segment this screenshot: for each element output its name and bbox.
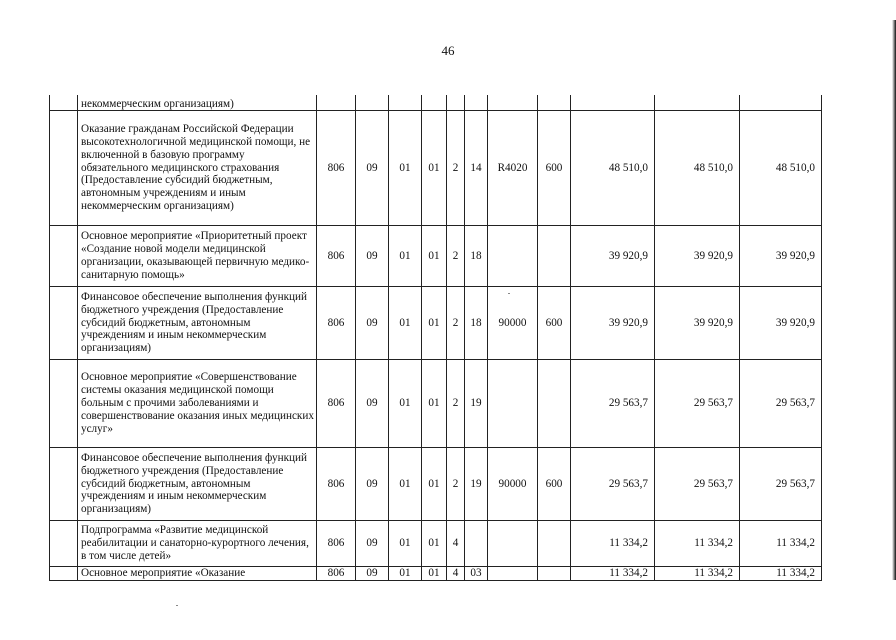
row-margin-cell bbox=[50, 360, 78, 448]
cell-amount-year2: 39 920,9 bbox=[655, 226, 740, 287]
cell-section: 09 bbox=[356, 360, 389, 448]
budget-table bbox=[49, 95, 822, 581]
cell-code: 806 bbox=[317, 287, 356, 360]
cell-amount-year1: 11 334,2 bbox=[571, 567, 655, 581]
scan-speck bbox=[508, 293, 510, 294]
cell-subsection: 01 bbox=[389, 448, 422, 521]
cell-amount-year2: 11 334,2 bbox=[655, 567, 740, 581]
cell-direction: 90000 bbox=[488, 287, 538, 360]
cell-amount-year3 bbox=[740, 95, 822, 111]
row-margin-cell bbox=[50, 521, 78, 567]
cell-expense-type bbox=[538, 521, 571, 567]
row-description: Основное мероприятие «Приоритетный проект «Создание новой модели медицинской организации, оказывающей первичную медико-санитарную помощь» bbox=[78, 226, 317, 287]
row-description: Основное мероприятие «Совершенствование системы оказания медицинской помощи больным с прочими заболеваниями и совершенствование оказания иных медицинских услуг» bbox=[78, 360, 317, 448]
cell-subprogram: 2 bbox=[447, 226, 465, 287]
cell-amount-year2: 11 334,2 bbox=[655, 521, 740, 567]
cell-amount-year2: 29 563,7 bbox=[655, 360, 740, 448]
cell-program: 01 bbox=[422, 567, 447, 581]
cell-program bbox=[422, 95, 447, 111]
cell-direction bbox=[488, 226, 538, 287]
cell-activity: 18 bbox=[465, 226, 488, 287]
cell-expense-type: 600 bbox=[538, 448, 571, 521]
cell-subprogram: 2 bbox=[447, 448, 465, 521]
cell-expense-type bbox=[538, 95, 571, 111]
page-number: 46 bbox=[441, 43, 455, 58]
cell-section: 09 bbox=[356, 111, 389, 226]
cell-expense-type bbox=[538, 360, 571, 448]
cell-program: 01 bbox=[422, 226, 447, 287]
cell-amount-year1: 29 563,7 bbox=[571, 448, 655, 521]
row-margin-cell bbox=[50, 226, 78, 287]
cell-code: 806 bbox=[317, 360, 356, 448]
cell-direction: 90000 bbox=[488, 448, 538, 521]
cell-amount-year2 bbox=[655, 95, 740, 111]
scan-edge-shadow bbox=[892, 20, 896, 580]
cell-program: 01 bbox=[422, 521, 447, 567]
cell-amount-year3: 11 334,2 bbox=[740, 567, 822, 581]
cell-expense-type bbox=[538, 567, 571, 581]
cell-program: 01 bbox=[422, 448, 447, 521]
cell-subprogram: 2 bbox=[447, 287, 465, 360]
cell-section: 09 bbox=[356, 226, 389, 287]
cell-amount-year3: 48 510,0 bbox=[740, 111, 822, 226]
row-description: Оказание гражданам Российской Федерации высокотехнологичной медицинской помощи, не включенной в базовую программу обязательного медицинского страхования (Предоставление субсидий бюджетным, автономным учреждениям и иным некоммерческим организациям) bbox=[78, 111, 317, 226]
cell-subprogram: 2 bbox=[447, 111, 465, 226]
cell-subsection: 01 bbox=[389, 287, 422, 360]
cell-section: 09 bbox=[356, 448, 389, 521]
cell-activity bbox=[465, 95, 488, 111]
cell-amount-year3: 29 563,7 bbox=[740, 448, 822, 521]
cell-subsection bbox=[389, 95, 422, 111]
cell-activity bbox=[465, 521, 488, 567]
cell-subprogram: 2 bbox=[447, 360, 465, 448]
cell-activity: 14 bbox=[465, 111, 488, 226]
cell-amount-year3: 29 563,7 bbox=[740, 360, 822, 448]
cell-amount-year1: 48 510,0 bbox=[571, 111, 655, 226]
table-row bbox=[50, 448, 822, 521]
cell-subprogram: 4 bbox=[447, 521, 465, 567]
cell-amount-year1: 39 920,9 bbox=[571, 287, 655, 360]
table-row bbox=[50, 287, 822, 360]
cell-code: 806 bbox=[317, 226, 356, 287]
cell-expense-type: 600 bbox=[538, 111, 571, 226]
cell-subprogram bbox=[447, 95, 465, 111]
row-margin-cell bbox=[50, 287, 78, 360]
row-margin-cell bbox=[50, 95, 78, 111]
cell-code: 806 bbox=[317, 567, 356, 581]
cell-direction bbox=[488, 567, 538, 581]
cell-code bbox=[317, 95, 356, 111]
cell-activity: 19 bbox=[465, 448, 488, 521]
row-margin-cell bbox=[50, 448, 78, 521]
cell-activity: 19 bbox=[465, 360, 488, 448]
cell-direction bbox=[488, 521, 538, 567]
scan-speck bbox=[176, 605, 178, 606]
table-row bbox=[50, 521, 822, 567]
row-margin-cell bbox=[50, 567, 78, 581]
cell-expense-type: 600 bbox=[538, 287, 571, 360]
cell-activity: 18 bbox=[465, 287, 488, 360]
cell-expense-type bbox=[538, 226, 571, 287]
table-row bbox=[50, 226, 822, 287]
cell-section: 09 bbox=[356, 287, 389, 360]
cell-amount-year1 bbox=[571, 95, 655, 111]
cell-program: 01 bbox=[422, 287, 447, 360]
cell-code: 806 bbox=[317, 448, 356, 521]
cell-amount-year3: 11 334,2 bbox=[740, 521, 822, 567]
cell-amount-year2: 48 510,0 bbox=[655, 111, 740, 226]
table-row bbox=[50, 360, 822, 448]
cell-subprogram: 4 bbox=[447, 567, 465, 581]
cell-program: 01 bbox=[422, 111, 447, 226]
cell-subsection: 01 bbox=[389, 111, 422, 226]
cell-subsection: 01 bbox=[389, 360, 422, 448]
cell-amount-year2: 29 563,7 bbox=[655, 448, 740, 521]
cell-code: 806 bbox=[317, 521, 356, 567]
cell-direction bbox=[488, 360, 538, 448]
cell-amount-year3: 39 920,9 bbox=[740, 226, 822, 287]
row-description: некоммерческим организациям) bbox=[78, 95, 317, 111]
row-description: Подпрограмма «Развитие медицинской реабилитации и санаторно-курортного лечения, в том числе детей» bbox=[78, 521, 317, 567]
cell-amount-year1: 39 920,9 bbox=[571, 226, 655, 287]
row-description: Основное мероприятие «Оказание bbox=[78, 567, 317, 581]
cell-activity: 03 bbox=[465, 567, 488, 581]
cell-amount-year1: 11 334,2 bbox=[571, 521, 655, 567]
cell-subsection: 01 bbox=[389, 226, 422, 287]
cell-program: 01 bbox=[422, 360, 447, 448]
cell-amount-year1: 29 563,7 bbox=[571, 360, 655, 448]
row-description: Финансовое обеспечение выполнения функций бюджетного учреждения (Предоставление субсидий бюджетным, автономным учреждениям и иным некоммерческим организациям) bbox=[78, 448, 317, 521]
cell-subsection: 01 bbox=[389, 521, 422, 567]
cell-amount-year2: 39 920,9 bbox=[655, 287, 740, 360]
row-margin-cell bbox=[50, 111, 78, 226]
cell-section: 09 bbox=[356, 521, 389, 567]
table-row bbox=[50, 111, 822, 226]
cell-code: 806 bbox=[317, 111, 356, 226]
table-row bbox=[50, 567, 822, 581]
row-description: Финансовое обеспечение выполнения функций бюджетного учреждения (Предоставление субсидий бюджетным, автономным учреждениям и иным некоммерческим организациям) bbox=[78, 287, 317, 360]
cell-subsection: 01 bbox=[389, 567, 422, 581]
table-row bbox=[50, 95, 822, 111]
cell-section: 09 bbox=[356, 567, 389, 581]
cell-direction bbox=[488, 95, 538, 111]
cell-direction: R4020 bbox=[488, 111, 538, 226]
cell-section bbox=[356, 95, 389, 111]
cell-amount-year3: 39 920,9 bbox=[740, 287, 822, 360]
